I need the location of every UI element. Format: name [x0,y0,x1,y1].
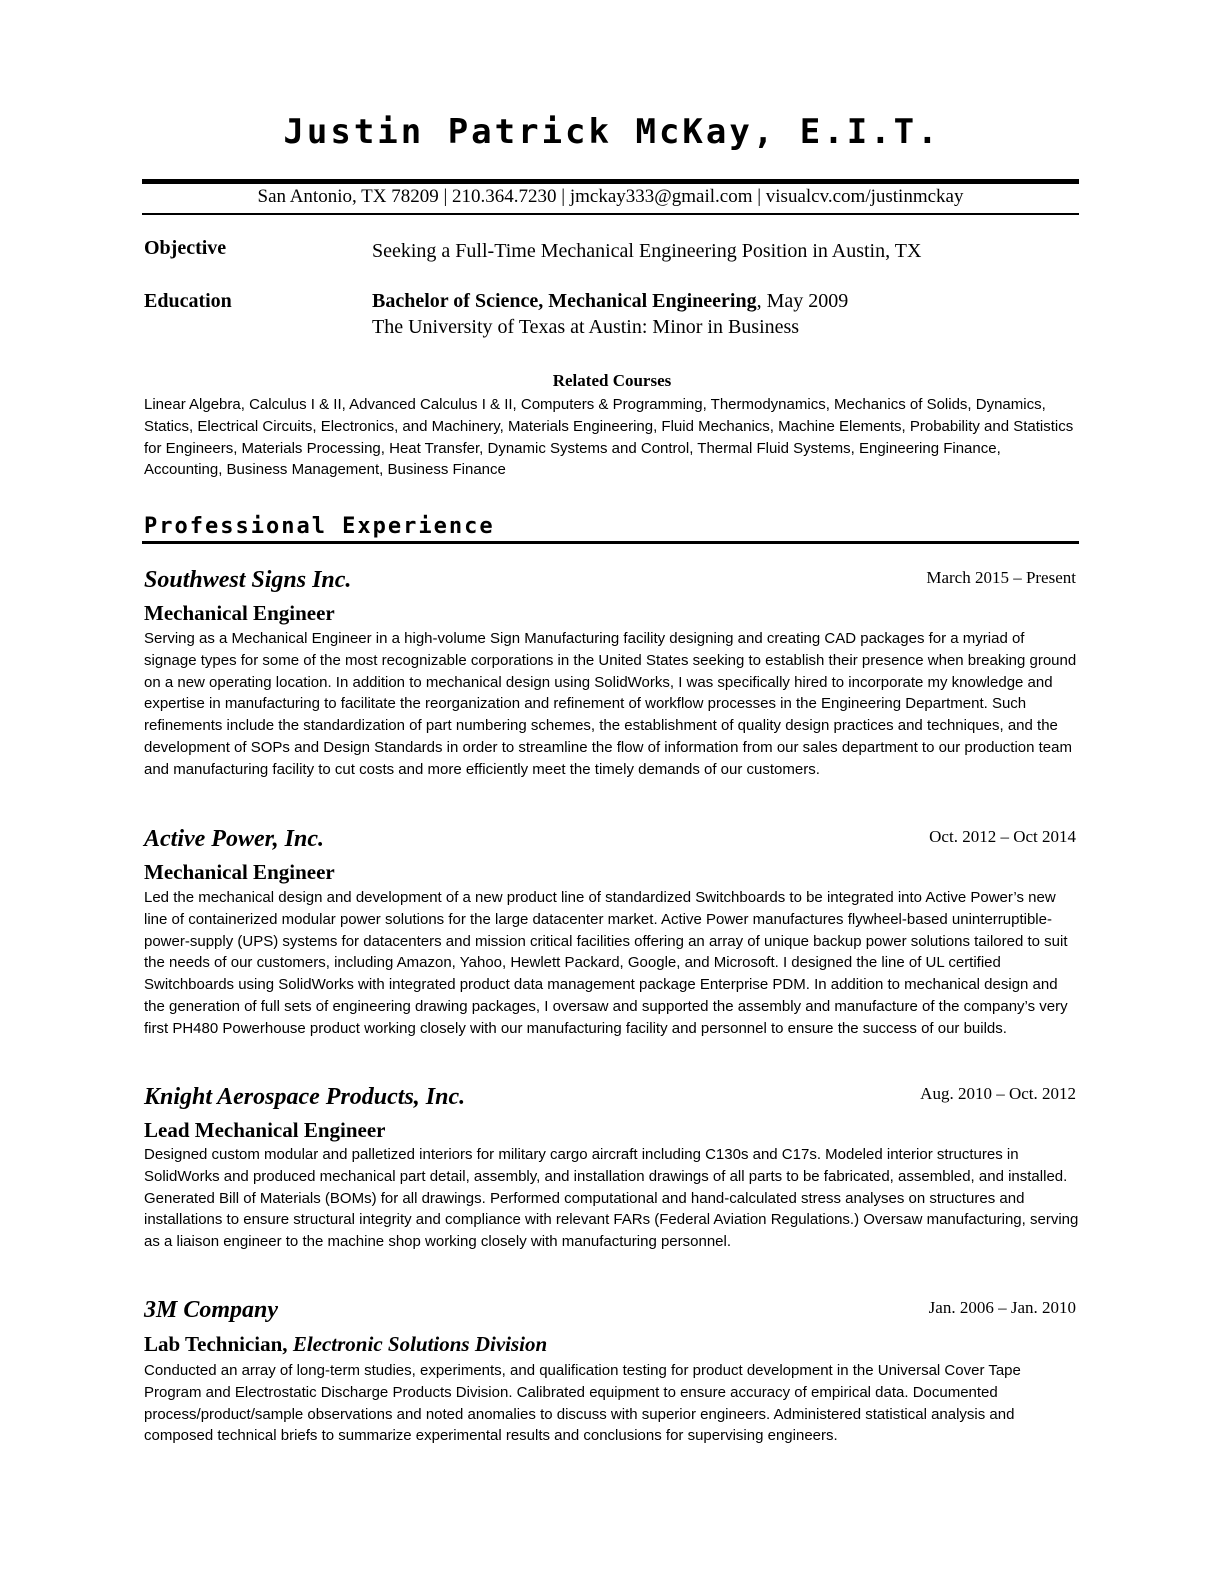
education-date: , May 2009 [756,290,849,312]
job-title: Mechanical Engineer [144,860,335,884]
candidate-name: Justin Patrick McKay, E.I.T. [283,112,941,152]
job-description: Conducted an array of long-term studies, experiments, and qualification testing for product development in the Universal Cover Tape Program and Electrostatic Discharge Products Division. Calibrated equipment to ensure accuracy of empirical data. Documented process/product/sample observations and noted anomalies to discuss with superior engineers. Administered statistical analysis and composed technical briefs to summarize experimental results and conclusions for supervising engineers. [144,1362,1021,1445]
job-title: Lead Mechanical Engineer [144,1118,386,1142]
job-description: Designed custom modular and palletized interiors for military cargo aircraft including C130s and C17s. Modeled interior structures in SolidWorks and produced mechanical part detail, assembly, and installation drawings of all parts to be fabricated, assembled, and installed. Generated Bill of Materials (BOMs) for all drawings. Performed computational and hand-calculated stress analyses on structures and installations to ensure structural integrity and compliance with relevant FARs (Federal Aviation Regulations.) Oversaw manufacturing, serving as a liaison engineer to the machine shop working closely with manufacturing personnel. [144,1146,1079,1251]
job-company: Knight Aerospace Products, Inc. [144,1084,466,1110]
objective-label: Objective [144,237,227,259]
job-company: 3M Company [144,1297,279,1323]
header-rule-top [142,179,1079,184]
job-dates: March 2015 – Present [926,568,1076,587]
contact-line: San Antonio, TX 78209 | 210.364.7230 | jmckay333@gmail.com | visualcv.com/justinmckay [257,186,964,207]
job-description: Serving as a Mechanical Engineer in a high-volume Sign Manufacturing facility designing and creating CAD packages for a myriad of signage types for some of the most recognizable corporations in the United States seeking to establish their presence when breaking ground on a new operating location. In addition to mechanical design using SolidWorks, I was specifically hired to incorporate my knowledge and expertise in manufacturing to facilitate the reorganization and refinement of workflow processes in the Engineering Department. Such refinements include the standardization of part numbering schemes, the establishment of quality design practices and techniques, and the development of SOPs and Design Standards in order to streamline the flow of information from our sales department to our production team and manufacturing facility to cut costs and more efficiently meet the timely demands of our customers. [144,630,1077,778]
education-label: Education [144,290,232,312]
job-division: Electronic Solutions Division [292,1332,548,1356]
job-company: Southwest Signs Inc. [144,567,352,593]
job-dates: Aug. 2010 – Oct. 2012 [920,1084,1076,1103]
related-courses-title: Related Courses [552,371,672,390]
objective-text: Seeking a Full-Time Mechanical Engineering Position in Austin, TX [372,240,922,262]
job-dates: Oct. 2012 – Oct 2014 [929,827,1076,846]
job-description: Led the mechanical design and development of a new product line of standardized Switchboards to be integrated into Active Power’s new line of containerized modular power solutions for the large datacenter market. Active Power manufactures flywheel-based uninterruptible-power-supply (UPS) systems for datacenters and mission critical facilities offering an array of unique backup power solutions tailored to suit the needs of our customers, including Amazon, Yahoo, Hewlett Packard, Google, and Microsoft. I designed the line of UL certified Switchboards using SolidWorks with integrated product data management package Enterprise PDM. In addition to mechanical design and the generation of full sets of engineering drawing packages, I oversaw and supported the assembly and manufacture of the company’s very first PH480 Powerhouse product working closely with our manufacturing facility and personnel to ensure the success of our builds. [144,889,1068,1037]
experience-heading: Professional Experience [144,514,495,539]
education-degree-line [372,290,848,313]
education-school: The University of Texas at Austin: Minor in Business [372,316,800,338]
experience-rule [142,541,1079,544]
education-degree: Bachelor of Science, Mechanical Engineering [372,290,757,312]
job-title: Lab Technician, [144,1332,293,1356]
job-title: Mechanical Engineer [144,601,335,625]
related-courses-text: Linear Algebra, Calculus I & II, Advanced Calculus I & II, Computers & Programming, Thermodynamics, Mechanics of Solids, Dynamics, Statics, Electrical Circuits, Electronics, and Machinery, Materials Engineering, Fluid Mechanics, Machine Elements, Probability and Statistics for Engineers, Materials Processing, Heat Transfer, Dynamic Systems and Control, Thermal Fluid Systems, Engineering Finance, Accounting, Business Management, Business Finance [144,396,1074,479]
header-rule-bottom [142,213,1079,215]
job-company: Active Power, Inc. [144,826,324,852]
job-dates: Jan. 2006 – Jan. 2010 [928,1298,1076,1317]
job-title-line [144,1332,547,1357]
